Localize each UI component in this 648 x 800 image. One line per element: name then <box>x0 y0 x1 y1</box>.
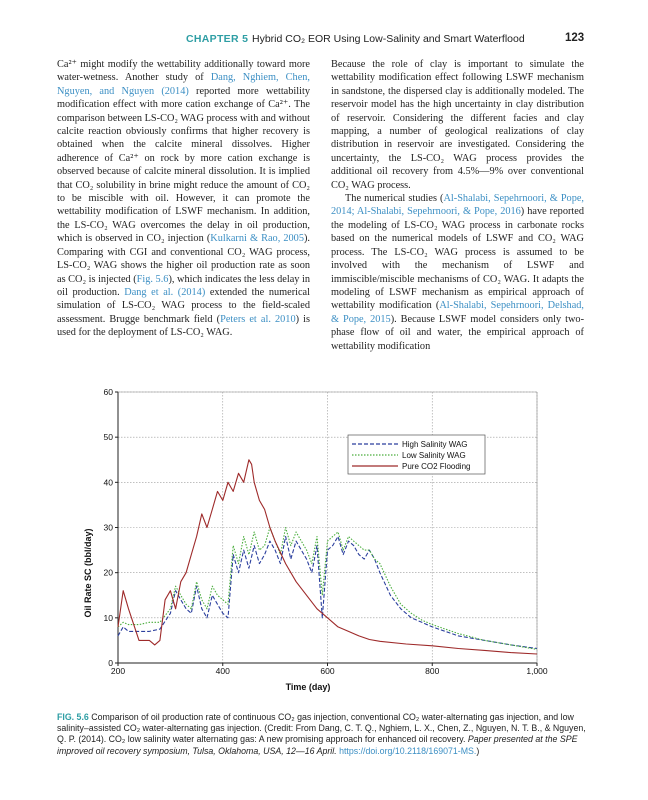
text-span: ), which indicates the less delay in oil production. <box>57 273 310 298</box>
y-tick-label: 60 <box>103 387 113 397</box>
citation-link[interactable]: Peters et al. 2010 <box>220 313 296 325</box>
caption-end: ) <box>476 745 480 756</box>
y-tick-label: 20 <box>103 567 113 578</box>
text-span: The numerical studies ( <box>345 193 444 205</box>
y-tick-label: 0 <box>108 658 113 668</box>
legend-label: Low Salinity WAG <box>402 451 466 460</box>
chapter-label: CHAPTER 5 <box>186 33 249 45</box>
x-tick-label: 200 <box>110 666 126 676</box>
x-tick-label: 800 <box>425 666 440 676</box>
legend-label: High Salinity WAG <box>402 440 468 449</box>
text-span: Ca²⁺ might modify the wettability additionally toward more water-wetness. Another study of <box>57 59 310 84</box>
figure-link[interactable]: Fig. 5.6 <box>136 273 169 285</box>
left-paragraph <box>57 58 310 340</box>
y-tick-label: 30 <box>103 522 113 533</box>
caption-italic: Paper presented at the SPE improved oil recovery symposium, Tulsa, Oklahoma, USA, 12—16 April. <box>57 734 578 756</box>
text-span: reported more wettability modification effect with more cation exchange of Ca²⁺. The comparison between LS-CO₂ WAG process with and without calcite reaction obviously confirms that higher recovery is obtained when the calcite mineral dissolves. Higher adherence of Ca²⁺ on rock by more cation exchange is observed because of calcite mineral dissolution. It is implied that CO₂ solubility in brine might reduce the amount of CO₂ to be miscible with oil. However, it can promote the wettability modification of LSWF mechanism. In addition, the LS-CO₂ WAG overcomes the delay in oil production, which is observed in CO₂ injection ( <box>57 85 310 245</box>
chapter-title: Hybrid CO₂ EOR Using Low-Salinity and Smart Waterflood <box>252 33 525 45</box>
x-tick-label: 1,000 <box>526 666 548 676</box>
right-paragraph-2 <box>331 192 584 353</box>
left-column <box>57 58 310 340</box>
x-tick-label: 400 <box>215 666 230 676</box>
right-column <box>331 58 584 353</box>
oil-rate-chart <box>70 385 570 705</box>
page-number: 123 <box>565 32 585 44</box>
caption-text: Comparison of oil production rate of continuous CO₂ gas injection, conventional CO₂ water-alternating gas injection, and low salinity–assisted CO₂ water-alternating gas injection. (Credit: From Dang, C. T. Q., Nghiem, L. X., Chen, Z., Nguyen, N. T. B., & Nguyen, Q. P. (2014). CO₂ low salinity water alternating gas: A new promising approach for enhanced oil recovery. <box>57 712 586 745</box>
text-span: ). Comparing with CGI and conventional CO₂ WAG process, LS-CO₂ WAG shows the higher oil production rate as soon as CO₂ is injected ( <box>57 233 310 285</box>
citation-link[interactable]: Kulkarni & Rao, 2005 <box>210 233 304 245</box>
text-span: ). Because LSWF model considers only two-phase flow of oil and water, the empirical approach of wettability modification <box>331 313 584 352</box>
doi-link[interactable]: https://doi.org/10.2118/169071-MS. <box>336 745 477 756</box>
citation-link[interactable]: Al-Shalabi, Sepehrnoori, Delshad, & Pope, 2015 <box>331 300 584 325</box>
chart-grid <box>118 392 537 663</box>
citation-link[interactable]: Dang, Nghiem, Chen, Nguyen, and Nguyen (2014) <box>57 72 310 97</box>
chart-ticks <box>104 387 548 676</box>
x-axis-label: Time (day) <box>285 682 331 692</box>
figure-label: FIG. 5.6 <box>57 712 89 722</box>
y-tick-label: 50 <box>103 432 113 443</box>
running-header <box>0 31 648 47</box>
chart-legend <box>348 435 485 474</box>
series-line-0 <box>118 537 537 649</box>
y-axis-label: Oil Rate SC (bbl/day) <box>83 528 93 618</box>
x-tick-label: 600 <box>320 666 335 676</box>
citation-link[interactable]: Dang et al. (2014) <box>124 286 206 298</box>
y-tick-label: 10 <box>103 612 113 623</box>
text-span: ) is used for the deployment of LS-CO₂ WAG. <box>57 313 310 339</box>
y-tick-label: 40 <box>103 477 113 488</box>
figure-caption <box>57 712 587 757</box>
right-paragraph-1: Because the role of clay is important to simulate the wettability modification effect following LSWF mechanism in sandstone, the dispersed clay is additionally modeled. The reservoir model has the high uncertainty in clay distribution of reservoir. Considering the different facies and clay mapping, a number of geological realizations of clay distribution in reservoir are investigated. Considering the uncertainty, the LS-CO₂ WAG process provides the additional oil recovery from 4.5%—9% over conventional CO₂ WAG process. <box>331 59 584 191</box>
figure-5-6 <box>70 385 570 705</box>
text-span: extended the numerical simulation of LS-CO₂ WAG process to the field-scaled assessment. Brugge benchmark field ( <box>57 286 310 325</box>
citation-link[interactable]: Al-Shalabi, Sepehrnoori, & Pope, 2014; Al-Shalabi, Sepehrnoori, & Pope, 2016 <box>331 193 584 218</box>
text-span: ) have reported the modeling of LS-CO₂ WAG process in carbonate rocks based on the numerical models of LSWF and CO₂ WAG process. The LS-CO₂ WAG process is assumed to be involved with the mechanism of LSWF and immiscible/miscible mechanisms of CO₂ WAG. It adapts the modeling of LSWF mechanism as empirical approach of wettability modification ( <box>331 206 584 312</box>
legend-label: Pure CO2 Flooding <box>402 462 471 471</box>
